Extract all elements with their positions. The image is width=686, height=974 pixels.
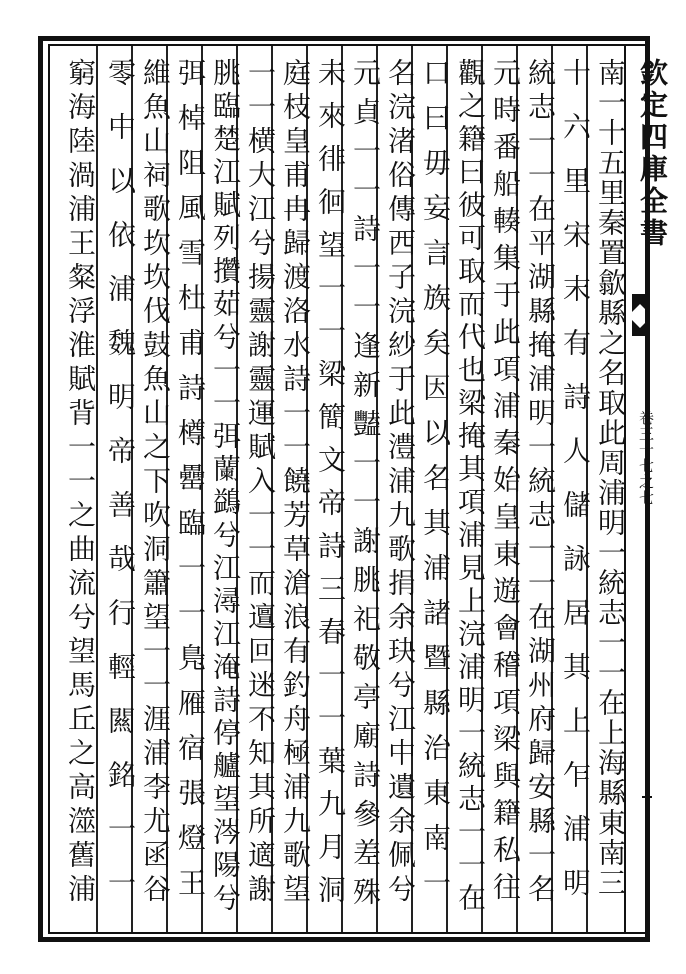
text-column-3: 統志一一在平湖縣掩浦明一統志一一在湖州府歸安縣一名 [524,58,557,908]
text-column-16: 窮海陸渦浦王粲浮淮賦背一一之曲流兮望馬丘之高澨舊浦 [64,58,97,908]
page-notch [642,796,652,798]
text-column-15: 零中以依浦魏明帝善哉行輕闗銘一一 [104,58,137,922]
text-column-10: 庭枝皇甫冉歸渡洛水詩一一饒芳草滄浪有釣舟極浦九歌望 [279,58,312,908]
text-column-14: 維魚山祠歌坎坎伐鼓魚山之下吹洞簫望一一涯浦李尤函谷 [139,58,172,908]
text-column-8: 元貞一一詩一一逢新豔一一謝朓祀敬亭廟詩參差殊 [349,58,382,916]
text-column-2: 十六里宋末有詩人儲詠居其上乍浦明 [559,58,592,922]
text-column-7: 名浣渚俗傳西子浣紗于此澧浦九歌捐余玦兮江中遺余佩兮 [384,58,417,908]
text-column-11: 一一横大江兮揚靈謝靈運賦入一一而邅回迷不知其所適謝 [244,58,277,908]
text-column-1: 南一十五里秦置歙縣之名取此周浦明一統志一一在上海縣東南三 [594,58,627,898]
book-title: 欽定四庫全書 [636,58,669,250]
text-column-6: 口曰毋妄言族矣因以名其浦諸暨縣治東南一 [419,58,452,913]
text-column-5: 觀之籍曰彼可取而代也梁掩其項浦見上浣浦明一統志一一在 [454,58,487,916]
volume-label: 卷三十七之七 [637,410,655,506]
text-column-12: 朓臨楚江賦列攢茹兮一一弭蘭鷁兮江潯江淹詩停艫望涔陽兮 [209,58,242,916]
text-column-9: 未來徘徊望一一梁簡文帝詩三春一一葉九月洞 [314,58,347,918]
text-column-13: 弭棹阻風雪杜甫詩樽罍臨一一鳬雁宿張燈王 [174,58,207,913]
fish-tail-mark-icon [630,290,650,340]
text-column-4: 元時番船輳集于此項浦秦始皇東遊會稽項梁與籍私往 [489,58,522,909]
